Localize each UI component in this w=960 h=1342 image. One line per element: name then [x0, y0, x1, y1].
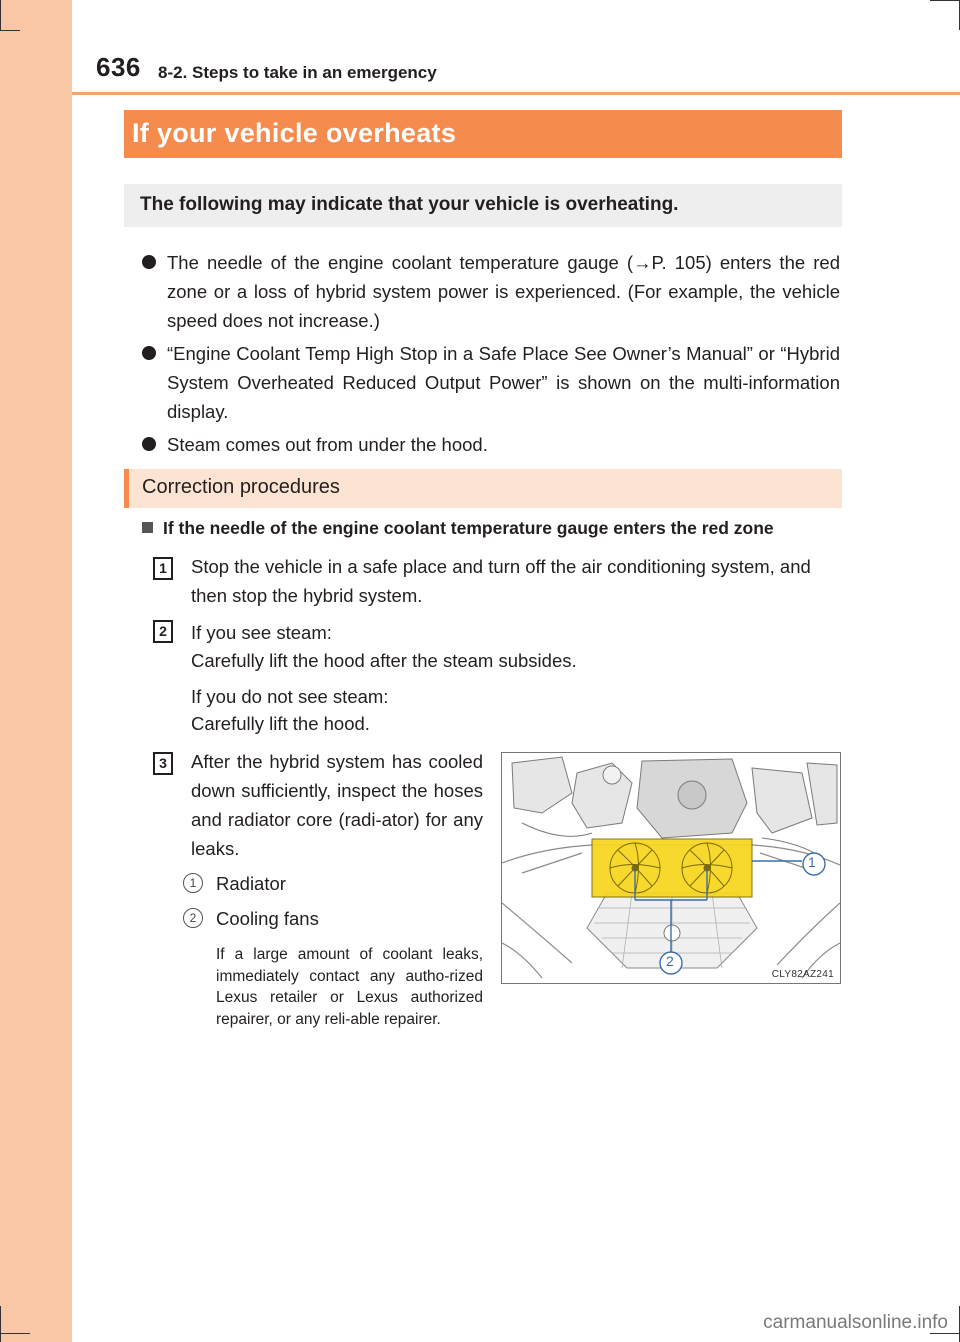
step-2-nosteam-line1: If you do not see steam: [191, 686, 389, 707]
page-number: 636 [96, 52, 141, 82]
list-item [140, 430, 840, 459]
legend-number-2: 2 [183, 908, 203, 928]
coolant-leak-note: If a large amount of coolant leaks, immediately contact any autho-rized Lexus retailer or Lexus authorized repairer, or any reli-able repairer. [216, 946, 483, 1028]
correction-heading: Correction procedures [124, 469, 842, 508]
legend-label-radiator: Radiator [216, 873, 286, 894]
square-bullet-icon [142, 522, 153, 533]
engine-bay-illustration [501, 752, 841, 984]
crop-mark [930, 0, 960, 1]
crop-mark [0, 0, 1, 30]
step-2-steam-line1: If you see steam: [191, 622, 332, 643]
indicator-heading: The following may indicate that your vehicle is overheating. [124, 184, 842, 227]
crop-mark [0, 30, 20, 31]
step-number-2: 2 [153, 620, 173, 643]
step-number-1: 1 [153, 557, 173, 580]
legend-number-1: 1 [183, 873, 203, 893]
crop-mark [0, 1306, 1, 1342]
figure-code: CLY82AZ241 [771, 969, 834, 980]
bullet-icon [142, 346, 156, 360]
page-title: If your vehicle overheats [124, 110, 842, 158]
watermark: carmanualsonline.info [763, 1312, 948, 1333]
figure-callout-2: 2 [666, 953, 674, 969]
indicator-list [140, 248, 840, 463]
bullet-icon [142, 437, 156, 451]
legend-label-cooling-fans: Cooling fans [216, 908, 319, 929]
list-item [140, 339, 840, 426]
engine-bay-drawing [502, 753, 840, 983]
bullet-icon [142, 255, 156, 269]
step-number-3: 3 [153, 752, 173, 775]
list-item-text: “Engine Coolant Temp High Stop in a Safe Place See Owner’s Manual” or “Hybrid System Overheated Reduced Output Power” is shown on the multi-information display. [167, 343, 840, 422]
step-3-text: After the hybrid system has cooled down sufficiently, inspect the hoses and radiator core (radi-ator) for any leaks. [191, 751, 483, 859]
subheading-text: If the needle of the engine coolant temperature gauge enters the red zone [163, 518, 774, 538]
figure-callout-1: 1 [808, 854, 816, 870]
list-item-text: Steam comes out from under the hood. [167, 434, 488, 455]
section-reference: 8-2. Steps to take in an emergency [158, 63, 437, 82]
list-item [140, 248, 840, 335]
step-1-text: Stop the vehicle in a safe place and turn off the air conditioning system, and then stop the hybrid system. [191, 556, 811, 606]
step-2-nosteam-line2: Carefully lift the hood. [191, 713, 370, 734]
crop-mark [0, 1333, 30, 1334]
header-rule [72, 92, 960, 95]
list-item-text: The needle of the engine coolant temperature gauge (→P. 105) enters the red zone or a loss of hybrid system power is experienced. (For example, the vehicle speed does not increase.) [167, 252, 840, 331]
subheading [142, 518, 774, 539]
side-tab-band [0, 0, 72, 1342]
step-2-steam-line2: Carefully lift the hood after the steam subsides. [191, 650, 577, 671]
